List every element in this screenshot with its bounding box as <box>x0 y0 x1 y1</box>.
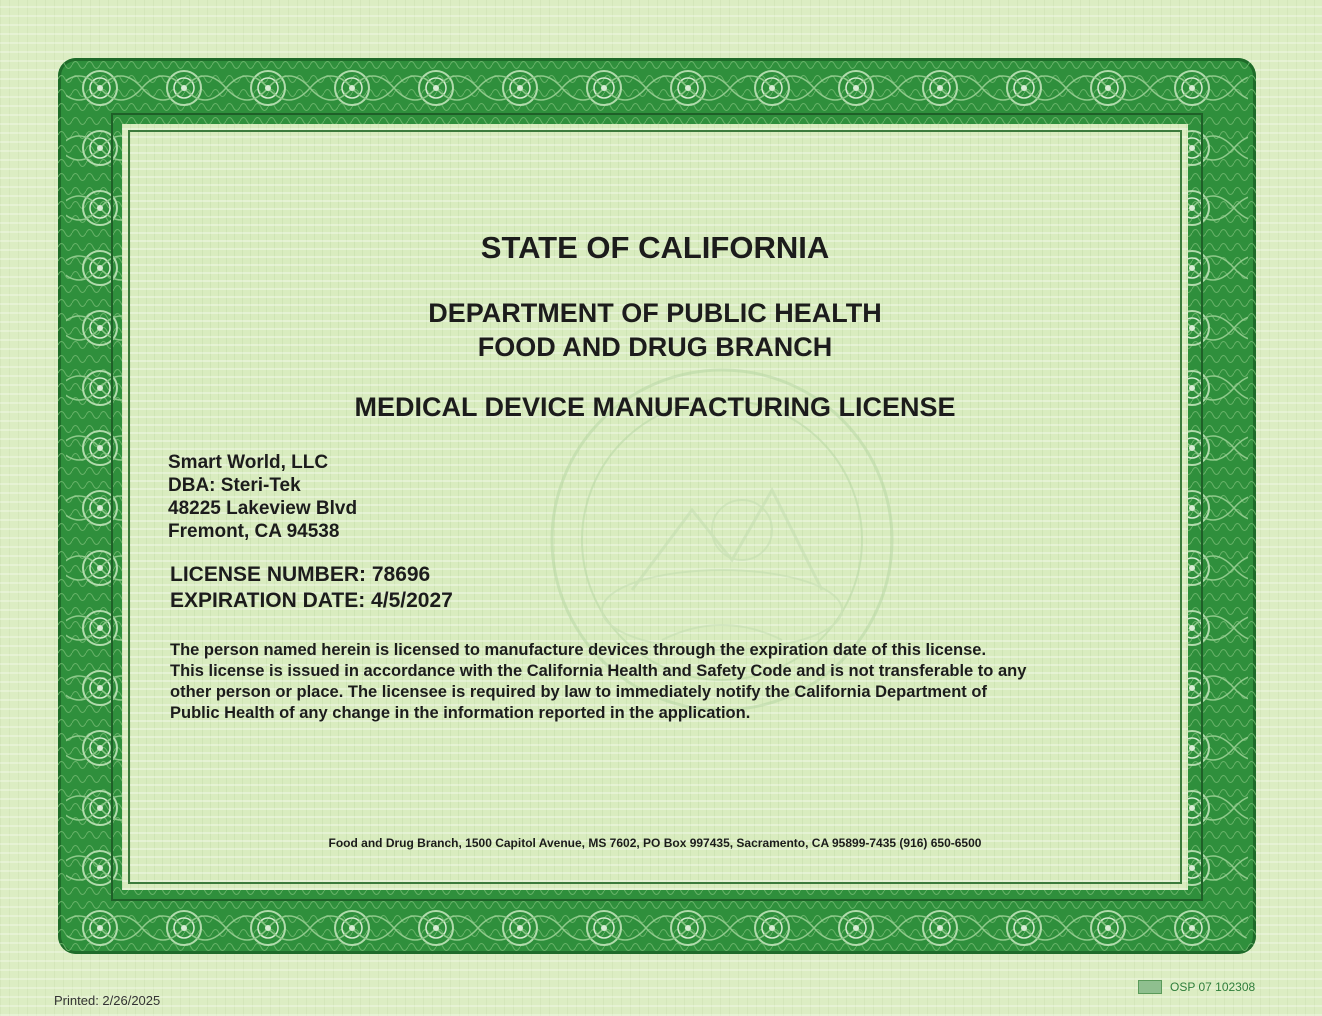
printed-date: Printed: 2/26/2025 <box>54 993 161 1008</box>
license-number: LICENSE NUMBER: 78696 <box>170 563 431 586</box>
department-heading: DEPARTMENT OF PUBLIC HEALTH <box>428 298 882 328</box>
terms-line: Public Health of any change in the information reported in the application. <box>170 704 751 722</box>
licensee-city: Fremont, CA 94538 <box>168 521 340 542</box>
form-mark-icon <box>1138 980 1162 994</box>
license-terms <box>170 640 1160 724</box>
licensee-dba: DBA: Steri-Tek <box>168 475 301 496</box>
terms-line: other person or place. The licensee is required by law to immediately notify the California Department of <box>170 683 987 701</box>
form-code-text: OSP 07 102308 <box>1170 980 1256 994</box>
terms-line: The person named herein is licensed to manufacture devices through the expiration date of this license. <box>170 641 987 659</box>
branch-heading: FOOD AND DRUG BRANCH <box>477 332 833 362</box>
state-heading: STATE OF CALIFORNIA <box>480 230 830 265</box>
terms-line: This license is issued in accordance with the California Health and Safety Code and is not transferable to any <box>170 662 1027 680</box>
certificate-body <box>122 124 1188 890</box>
expiration-date: EXPIRATION DATE: 4/5/2027 <box>170 589 453 612</box>
certificate <box>58 58 1256 954</box>
licensee-street: 48225 Lakeview Blvd <box>168 498 358 519</box>
licensee-name: Smart World, LLC <box>168 452 329 473</box>
branch-address-footer: Food and Drug Branch, 1500 Capitol Avenue, MS 7602, PO Box 997435, Sacramento, CA 95899-7435 (916) 650-6500 <box>328 836 982 850</box>
form-code <box>1138 980 1255 994</box>
license-title: MEDICAL DEVICE MANUFACTURING LICENSE <box>354 392 956 422</box>
